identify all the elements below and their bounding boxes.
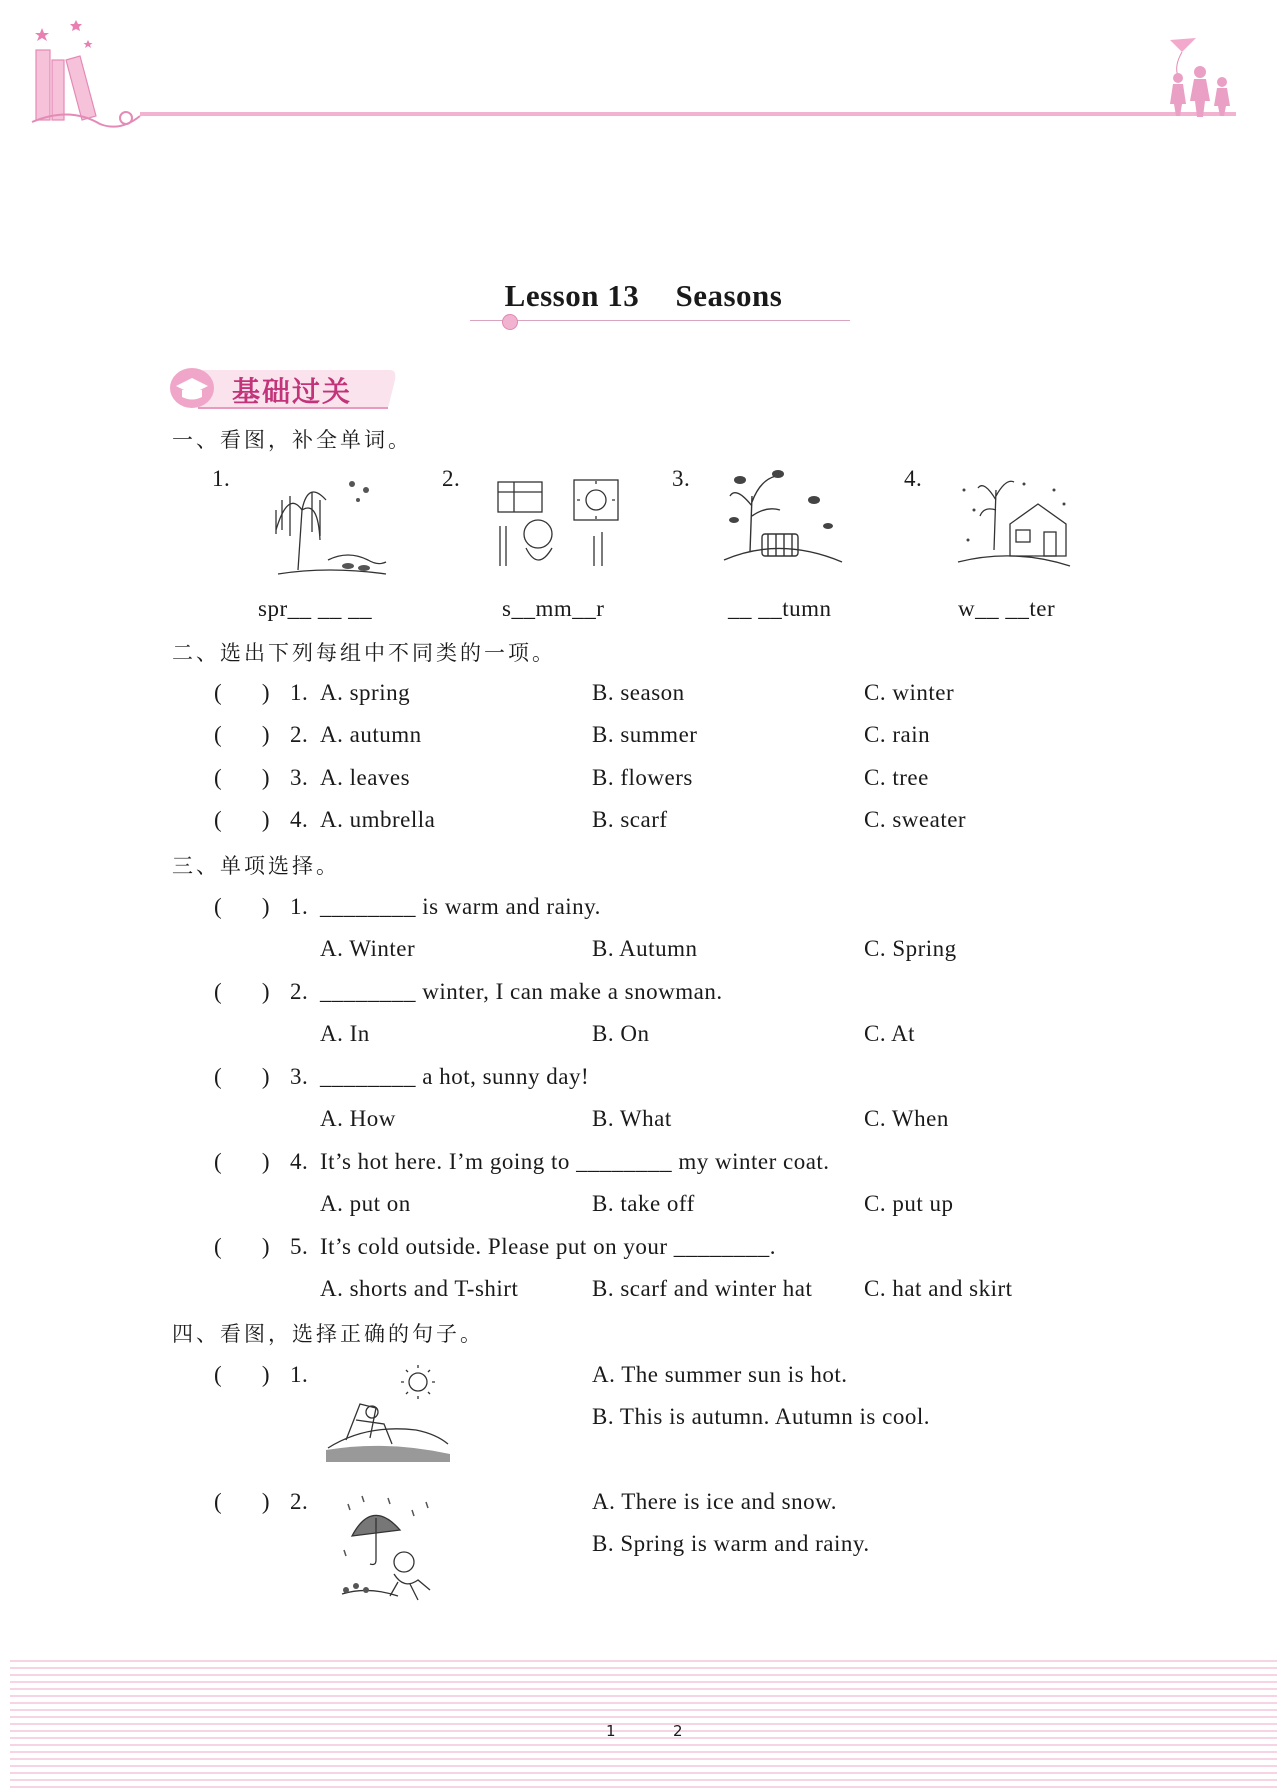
option-c: C. When — [864, 1106, 949, 1131]
question-number: 2. — [290, 979, 309, 1004]
option-a: A. The summer sun is hot. — [592, 1362, 848, 1387]
option-b: B. scarf and winter hat — [592, 1276, 813, 1301]
question-text: ________ winter, I can make a snowman. — [320, 979, 723, 1004]
answer-bracket[interactable]: ( ) — [214, 765, 270, 790]
option-c: C. At — [864, 1021, 916, 1046]
question-number: 4. — [290, 807, 309, 832]
option-a: A. umbrella — [320, 807, 436, 832]
page-number-left: 1 — [606, 1722, 616, 1740]
question-number: 1. — [290, 680, 309, 705]
part1-item-number: 1. — [212, 466, 231, 491]
option-a: A. shorts and T-shirt — [320, 1276, 519, 1301]
answer-bracket[interactable]: ( ) — [214, 1234, 270, 1259]
question-text: It’s cold outside. Please put on your ________. — [320, 1234, 776, 1259]
lesson-number: Lesson 13 — [504, 278, 640, 313]
part1-word-blank: s__mm__r — [502, 596, 605, 621]
option-a: A. In — [320, 1021, 370, 1046]
option-a: A. leaves — [320, 765, 411, 790]
question-number: 3. — [290, 1064, 309, 1089]
answer-bracket[interactable]: ( ) — [214, 1489, 270, 1514]
autumn-tree-basket-icon — [720, 466, 846, 576]
footer-stripes — [10, 1655, 1277, 1789]
question-text: ________ a hot, sunny day! — [320, 1064, 590, 1089]
option-a: A. How — [320, 1106, 396, 1131]
question-number: 4. — [290, 1149, 309, 1174]
option-a: A. autumn — [320, 722, 422, 747]
option-a: A. spring — [320, 680, 411, 705]
option-c: C. hat and skirt — [864, 1276, 1013, 1301]
question-number: 2. — [290, 1489, 309, 1514]
lesson-topic: Seasons — [675, 278, 783, 313]
part1-word-blank: spr__ __ __ — [258, 596, 373, 621]
part1-word-blank: __ __tumn — [728, 596, 832, 621]
part1-word-blank: w__ __ter — [958, 596, 1056, 621]
kids-flying-kite-icon — [1160, 36, 1240, 118]
option-c: C. rain — [864, 722, 931, 747]
option-b: B. On — [592, 1021, 650, 1046]
section-heading: 基础过关 — [232, 375, 353, 408]
answer-bracket[interactable]: ( ) — [214, 680, 270, 705]
part3-heading: 三、单项选择。 — [172, 854, 340, 878]
option-b: B. What — [592, 1106, 672, 1131]
title-underline — [470, 320, 850, 321]
option-b: B. This is autumn. Autumn is cool. — [592, 1404, 930, 1429]
option-b: B. Autumn — [592, 936, 698, 961]
summer-boy-window-icon — [494, 476, 622, 576]
winter-house-snow-icon — [954, 470, 1072, 578]
part1-item-number: 3. — [672, 466, 691, 491]
question-number: 2. — [290, 722, 309, 747]
option-b: B. take off — [592, 1191, 695, 1216]
title-dot-ornament — [502, 314, 518, 330]
answer-bracket[interactable]: ( ) — [214, 1149, 270, 1174]
option-b: B. scarf — [592, 807, 668, 832]
question-number: 3. — [290, 765, 309, 790]
rain-umbrella-boy-icon — [338, 1490, 444, 1602]
answer-bracket[interactable]: ( ) — [214, 894, 270, 919]
option-b: B. summer — [592, 722, 698, 747]
lesson-title — [0, 278, 1287, 314]
option-c: C. put up — [864, 1191, 954, 1216]
part4-heading: 四、看图，选择正确的句子。 — [172, 1322, 484, 1346]
answer-bracket[interactable]: ( ) — [214, 722, 270, 747]
spring-willow-tree-icon — [268, 470, 388, 582]
question-number: 5. — [290, 1234, 309, 1259]
header-rule — [140, 112, 1236, 116]
answer-bracket[interactable]: ( ) — [214, 1064, 270, 1089]
option-c: C. tree — [864, 765, 929, 790]
answer-bracket[interactable]: ( ) — [214, 1362, 270, 1387]
option-a: A. There is ice and snow. — [592, 1489, 837, 1514]
option-b: B. Spring is warm and rainy. — [592, 1531, 870, 1556]
option-a: A. put on — [320, 1191, 411, 1216]
page-number-right: 2 — [673, 1722, 683, 1740]
books-stars-decoration-icon — [30, 20, 150, 130]
part2-heading: 二、选出下列每组中不同类的一项。 — [172, 641, 556, 665]
option-c: C. winter — [864, 680, 955, 705]
answer-bracket[interactable]: ( ) — [214, 979, 270, 1004]
part1-heading: 一、看图，补全单词。 — [172, 428, 412, 452]
question-text: ________ is warm and rainy. — [320, 894, 601, 919]
answer-bracket[interactable]: ( ) — [214, 807, 270, 832]
option-a: A. Winter — [320, 936, 416, 961]
question-number: 1. — [290, 1362, 309, 1387]
part1-item-number: 2. — [442, 466, 461, 491]
part1-item-number: 4. — [904, 466, 923, 491]
question-text: It’s hot here. I’m going to ________ my winter coat. — [320, 1149, 830, 1174]
beach-sun-chair-icon — [326, 1364, 450, 1462]
option-c: C. sweater — [864, 807, 967, 832]
question-number: 1. — [290, 894, 309, 919]
option-b: B. flowers — [592, 765, 693, 790]
option-b: B. season — [592, 680, 685, 705]
option-c: C. Spring — [864, 936, 957, 961]
